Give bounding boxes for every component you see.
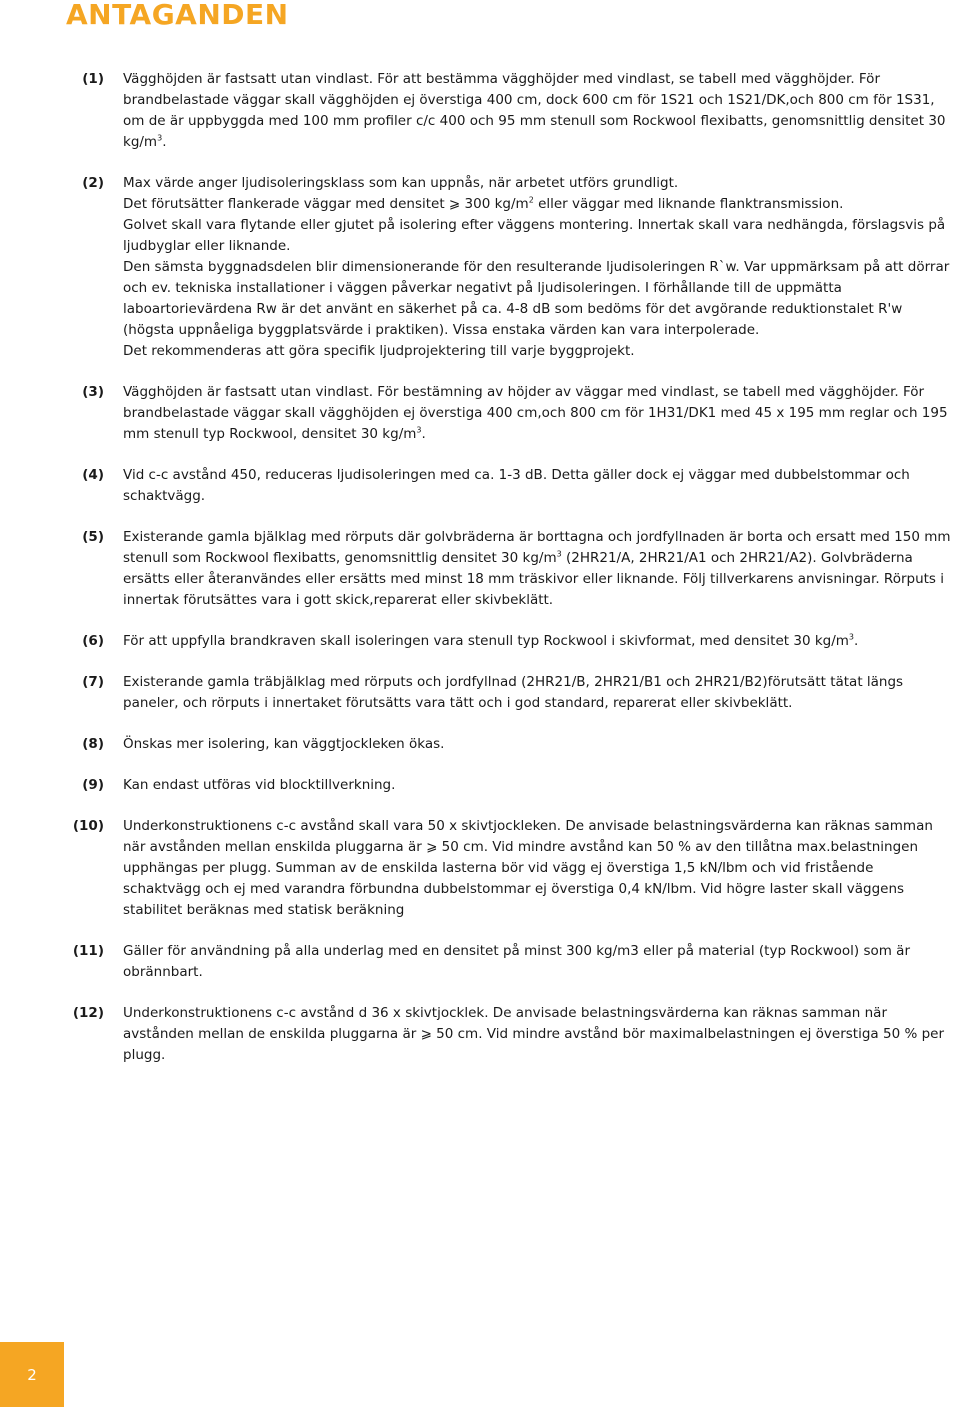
item-number: (8) bbox=[82, 736, 104, 752]
item-paragraph bbox=[123, 672, 955, 714]
item-text bbox=[123, 69, 955, 153]
assumption-item bbox=[0, 734, 960, 755]
item-paragraph bbox=[123, 173, 955, 194]
page-number-badge bbox=[0, 1342, 64, 1407]
text-run: Det förutsätter flankerade väggar med densitet ⩾ 300 kg/m bbox=[123, 196, 529, 212]
item-text bbox=[123, 734, 955, 755]
item-text bbox=[123, 631, 955, 652]
item-text bbox=[123, 527, 955, 611]
item-paragraph bbox=[123, 775, 955, 796]
item-text bbox=[123, 173, 955, 362]
item-number: (9) bbox=[82, 777, 104, 793]
item-paragraph bbox=[123, 1003, 955, 1066]
superscript: 3 bbox=[416, 425, 422, 435]
assumption-item bbox=[0, 173, 960, 362]
item-text bbox=[123, 775, 955, 796]
item-text bbox=[123, 816, 955, 921]
assumption-item bbox=[0, 941, 960, 983]
item-number: (4) bbox=[82, 467, 104, 483]
assumption-item bbox=[0, 527, 960, 611]
text-run: . bbox=[854, 633, 859, 649]
text-run: Vägghöjden är fastsatt utan vindlast. För bestämning av höjder av väggar med vindlast, se tabell med vägghöjder. För brandbelastade väggar skall vägghöjden ej överstiga 400 cm,och 800 cm för 1H31/DK1 med 45 x 195 mm reglar och 195 mm stenull typ Rockwool, densitet 30 kg/m bbox=[123, 384, 948, 442]
text-run: Existerande gamla träbjälklag med rörputs och jordfyllnad (2HR21/B, 2HR21/B1 och 2HR21/B2)förutsätt tätat längs paneler, och rörputs i innertaket förutsätts vara tätt och i god standard, reparerat eller skivbeklätt. bbox=[123, 674, 904, 711]
item-text bbox=[123, 465, 955, 507]
item-text bbox=[123, 941, 955, 983]
item-paragraph bbox=[123, 257, 955, 341]
item-paragraph bbox=[123, 527, 955, 611]
text-run: Vägghöjden är fastsatt utan vindlast. För att bestämma vägghöjder med vindlast, se tabell med vägghöjder. För brandbelastade väggar skall vägghöjden ej överstiga 400 cm, dock 600 cm för 1S21 och 1S21/DK,och 800 cm för 1S31, om de är uppbyggda med 100 mm profiler c/c 400 och 95 mm stenull som Rockwool flexibatts, genomsnittlig densitet 30 kg/m bbox=[123, 71, 946, 150]
item-paragraph bbox=[123, 941, 955, 983]
text-run: Max värde anger ljudisoleringsklass som kan uppnås, när arbetet utförs grundligt. bbox=[123, 175, 679, 191]
item-paragraph bbox=[123, 382, 955, 445]
text-run: Underkonstruktionens c-c avstånd d 36 x skivtjocklek. De anvisade belastningsvärderna kan räknas samman när avstånden mellan de enskilda pluggarna är ⩾ 50 cm. Vid mindre avstånd bör maximalbelastningen ej överstiga 50 % per plugg. bbox=[123, 1005, 944, 1063]
text-run: För att uppfylla brandkraven skall isoleringen vara stenull typ Rockwool i skivformat, med densitet 30 kg/m bbox=[123, 633, 849, 649]
assumption-item bbox=[0, 816, 960, 921]
item-paragraph bbox=[123, 215, 955, 257]
item-paragraph bbox=[123, 465, 955, 507]
item-paragraph bbox=[123, 734, 955, 755]
superscript: 3 bbox=[848, 632, 855, 642]
item-number: (11) bbox=[72, 943, 104, 959]
superscript: 3 bbox=[157, 133, 163, 143]
assumption-item bbox=[0, 672, 960, 714]
item-paragraph bbox=[123, 816, 955, 921]
assumption-item bbox=[0, 382, 960, 445]
item-text bbox=[123, 672, 955, 714]
item-paragraph bbox=[123, 341, 955, 362]
item-number: (6) bbox=[82, 633, 104, 649]
item-number: (1) bbox=[82, 71, 104, 87]
item-text bbox=[123, 1003, 955, 1066]
item-number: (5) bbox=[82, 529, 104, 545]
text-run: Det rekommenderas att göra specifik ljudprojektering till varje byggprojekt. bbox=[123, 343, 635, 359]
text-run: Kan endast utföras vid blocktillverkning. bbox=[123, 777, 396, 793]
text-run: Den sämsta byggnadsdelen blir dimensionerande för den resulterande ljudisoleringen R`w. Var uppmärksam på att dörrar och ev. tekniska installationer i väggen påverkar negativt på ljudisoleringen. I förhållande till de uppmätta laboartorievärdena Rw är det använt en säkerhet på ca. 4-8 dB som bedöms för det avgörande reduktionstalet R'w (högsta uppnåeliga byggplatsvärde i praktiken). Vissa enstaka värden kan vara interpolerade. bbox=[123, 259, 950, 338]
assumption-item bbox=[0, 1003, 960, 1066]
item-number: (3) bbox=[82, 384, 104, 400]
assumption-item bbox=[0, 775, 960, 796]
item-text bbox=[123, 382, 955, 445]
text-run: . bbox=[421, 426, 426, 442]
item-number: (12) bbox=[72, 1005, 104, 1021]
item-paragraph bbox=[123, 631, 955, 652]
item-paragraph bbox=[123, 194, 955, 215]
item-number: (10) bbox=[72, 818, 104, 834]
text-run: (2HR21/A, 2HR21/A1 och 2HR21/A2). Golvbräderna ersätts eller återanvändes eller ersätts med minst 18 mm träskivor eller liknande. Följ tillverkarens anvisningar. Rörputs i innertak förutsättes vara i gott skick,reparerat eller skivbeklätt. bbox=[123, 550, 945, 608]
item-number: (2) bbox=[82, 175, 104, 191]
assumption-item bbox=[0, 465, 960, 507]
text-run: Underkonstruktionens c-c avstånd skall vara 50 x skivtjockleken. De anvisade belastningsvärderna kan räknas samman när avstånden mellan enskilda pluggarna är ⩾ 50 cm. Vid mindre avstånd kan 50 % av den tillåtna max.belastningen upphängas per plugg. Summan av de enskilda lasterna bör vid vägg ej överstiga 1,5 kN/lbm och vid fristående schaktvägg och ej med varandra förbundna dubbelstommar ej överstiga 0,4 kN/lbm. Vid högre laster skall väggens stabilitet beräknas med statisk beräkning bbox=[123, 818, 933, 918]
page-number: 2 bbox=[27, 1365, 37, 1384]
text-run: Golvet skall vara flytande eller gjutet på isolering efter väggens montering. Innertak skall vara nedhängda, förslagsvis på ljudbyglar eller liknande. bbox=[123, 217, 946, 254]
superscript: 2 bbox=[528, 195, 534, 205]
item-number: (7) bbox=[82, 674, 104, 690]
superscript: 3 bbox=[556, 549, 562, 559]
text-run: Vid c-c avstånd 450, reduceras ljudisoleringen med ca. 1-3 dB. Detta gäller dock ej väggar med dubbelstommar och schaktvägg. bbox=[123, 467, 910, 504]
assumptions-list bbox=[0, 69, 960, 1086]
assumption-item bbox=[0, 69, 960, 153]
text-run: eller väggar med liknande flanktransmission. bbox=[533, 196, 844, 212]
text-run: Önskas mer isolering, kan väggtjockleken ökas. bbox=[123, 736, 445, 752]
assumption-item bbox=[0, 631, 960, 652]
item-paragraph bbox=[123, 69, 955, 153]
text-run: Gäller för användning på alla underlag med en densitet på minst 300 kg/m3 eller på material (typ Rockwool) som är obrännbart. bbox=[123, 943, 911, 980]
page-title: ANTAGANDEN bbox=[66, 0, 289, 31]
text-run: Existerande gamla bjälklag med rörputs där golvbräderna är borttagna och jordfyllnaden är borta och ersatt med 150 mm stenull som Rockwool flexibatts, genomsnittlig densitet 30 kg/m bbox=[123, 529, 951, 566]
text-run: . bbox=[162, 134, 167, 150]
